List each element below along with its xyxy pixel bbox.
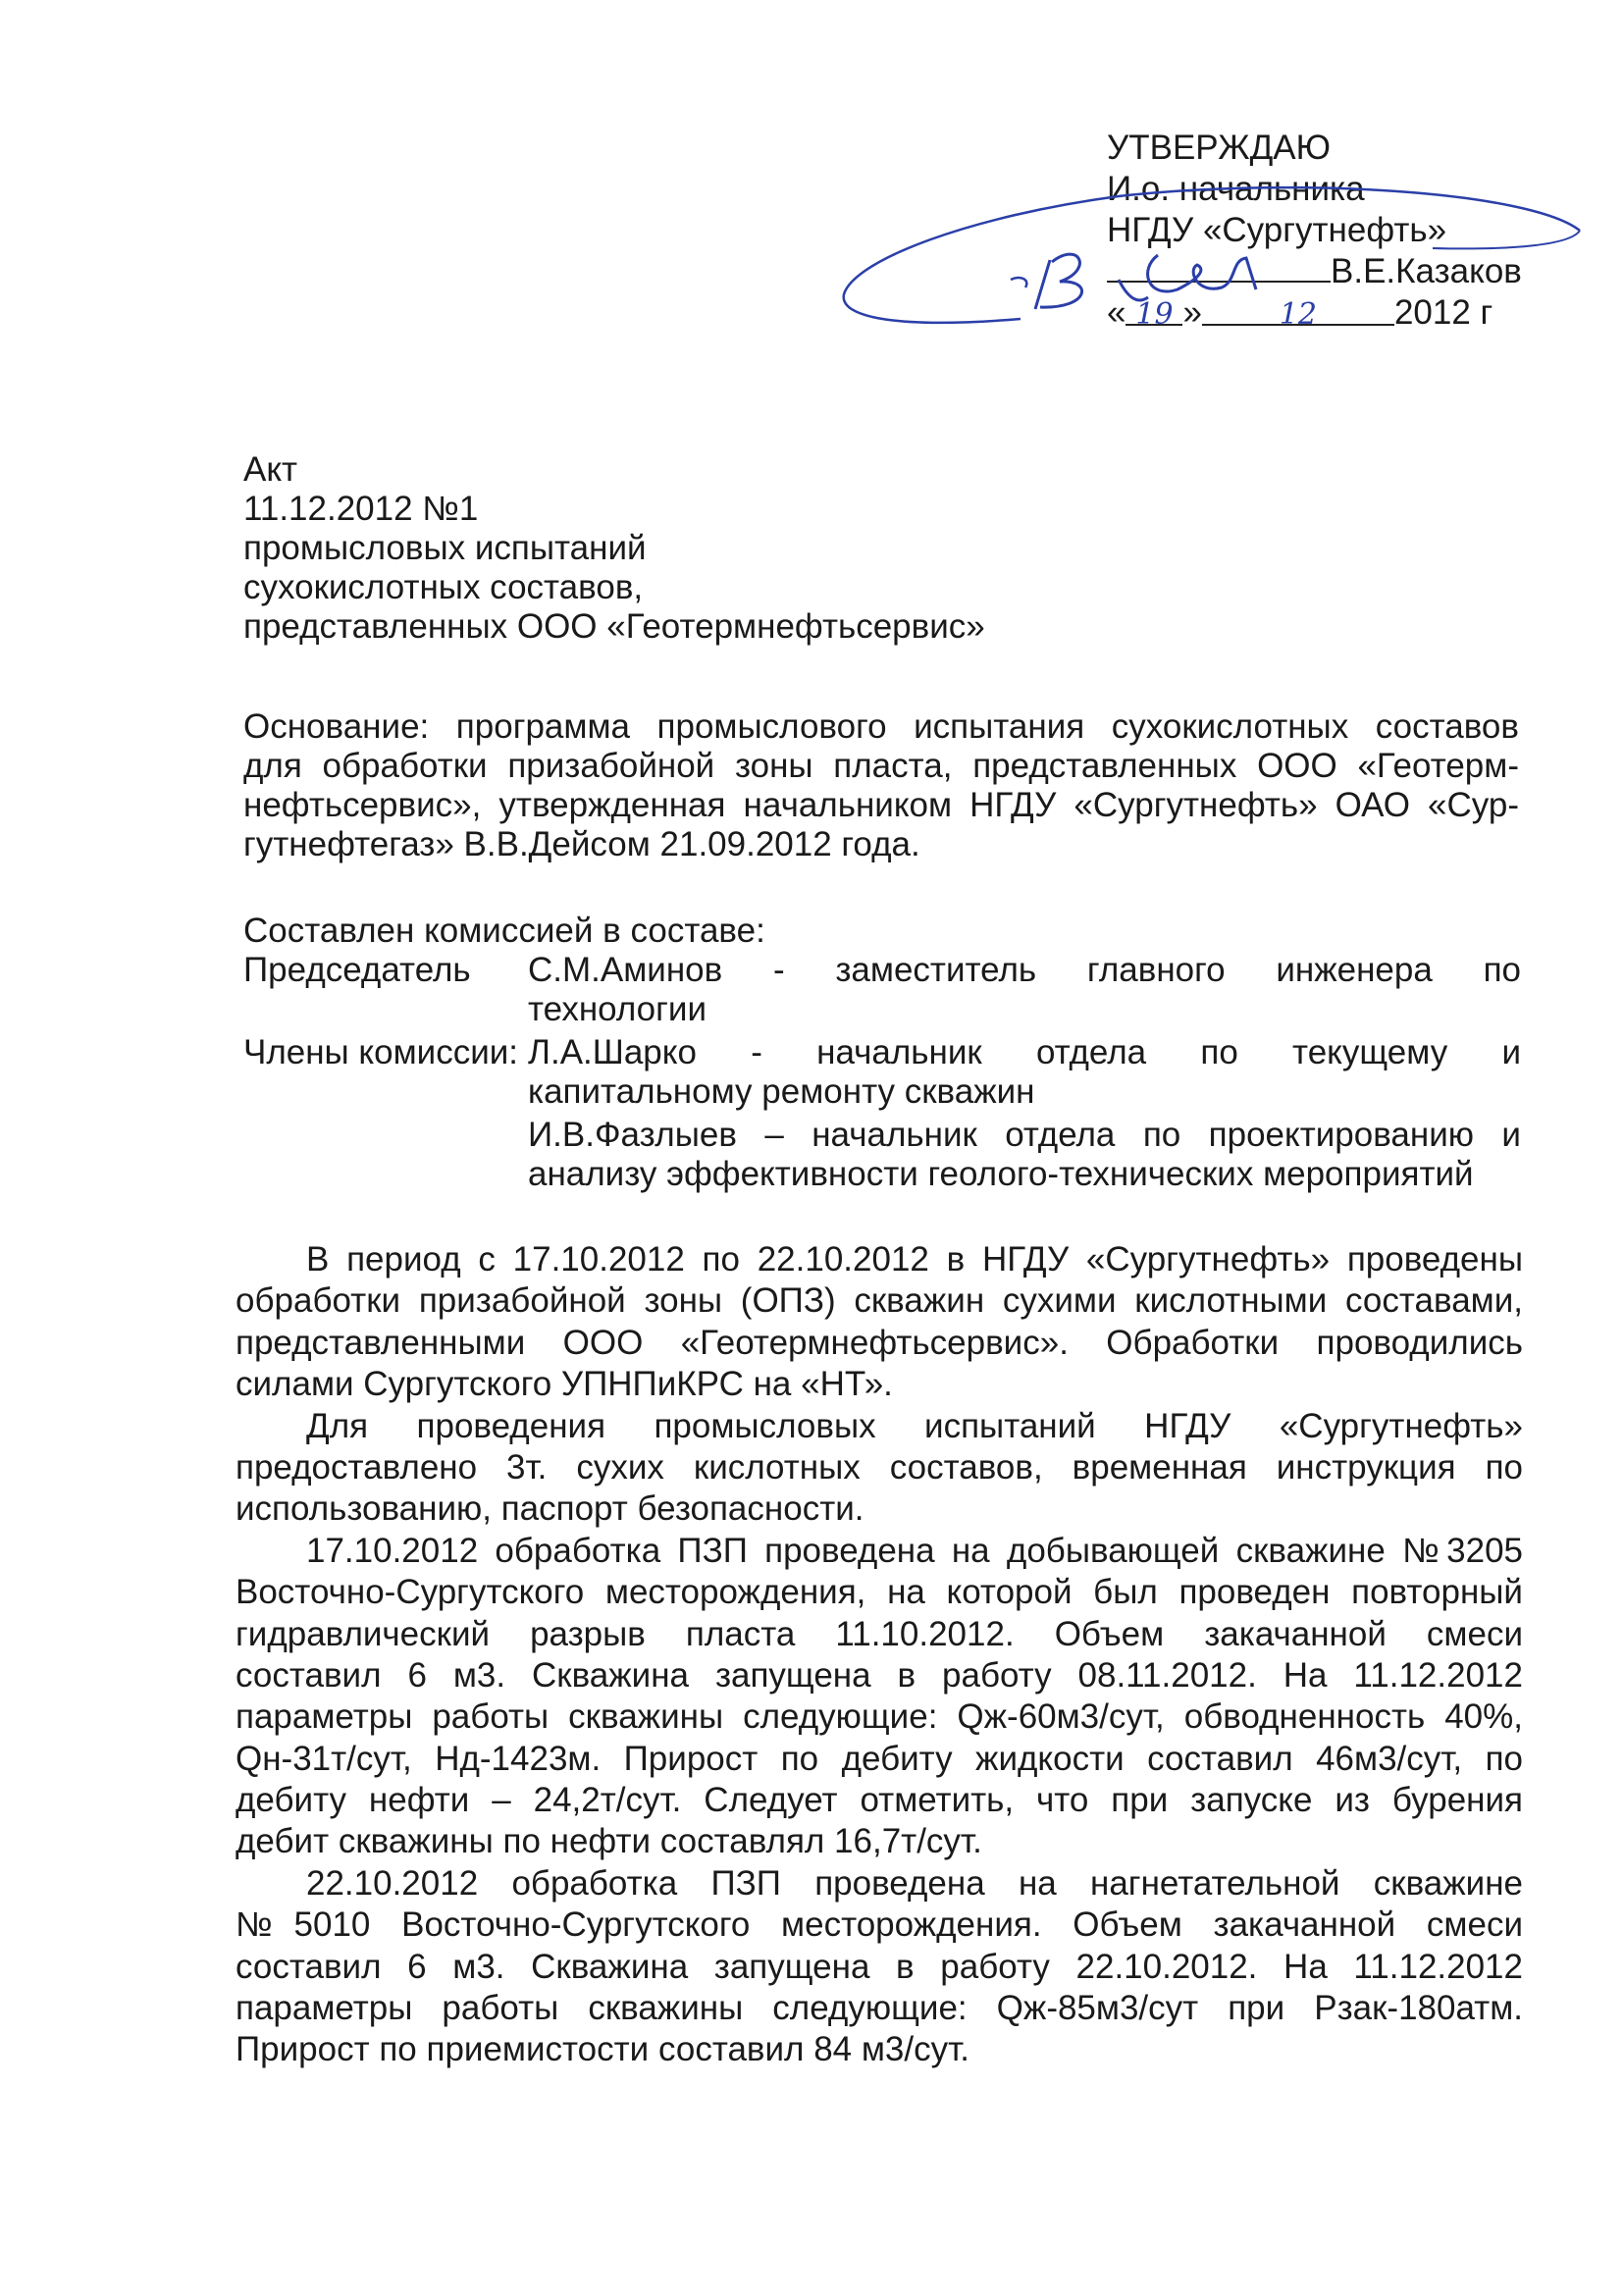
body-text bbox=[236, 1239, 1523, 2071]
body-line: Qн-31т/сут, Нд-1423м. Прирост по дебиту жидкости составил 46м3/сут, по bbox=[236, 1739, 1523, 1778]
chair-label: Председатель bbox=[243, 951, 471, 989]
body-line: предоставлено 3т. сухих кислотных составов, временная инструкция по bbox=[236, 1447, 1523, 1487]
body-line: Прирост по приемистости составил 84 м3/сут. bbox=[236, 2030, 969, 2069]
chair-text-line: технологии bbox=[528, 990, 707, 1028]
date-day: 19 bbox=[1126, 294, 1182, 326]
body-line: составил 6 м3. Скважина запущена в работу 08.11.2012. На 11.12.2012 bbox=[236, 1655, 1523, 1695]
body-line: силами Сургутского УПНПиКРС на «НТ». bbox=[236, 1365, 893, 1404]
date-close-quote: » bbox=[1182, 293, 1202, 332]
body-line: представленными ООО «Геотермнефтьсервис». Обработки проводились bbox=[236, 1323, 1523, 1362]
date-month: 12 bbox=[1202, 294, 1394, 326]
paragraph-well-5010 bbox=[236, 1863, 1523, 2071]
approval-position-line2: НГДУ «Сургутнефть» bbox=[1107, 211, 1447, 249]
body-line: дебит скважины по нефти составлял 16,7т/сут. bbox=[236, 1822, 982, 1861]
act-number: 11.12.2012 №1 bbox=[243, 490, 479, 528]
act-title-block bbox=[243, 449, 1126, 646]
basis-line: для обработки призабойной зоны пласта, представленных ООО «Геотерм- bbox=[243, 747, 1519, 785]
body-line: обработки призабойной зоны (ОПЗ) скважин сухими кислотными составами, bbox=[236, 1281, 1523, 1321]
act-subject-line: промысловых испытаний bbox=[243, 529, 647, 567]
paragraph-well-3205 bbox=[236, 1531, 1523, 1863]
body-line: №5010 Восточно-Сургутского месторождения. Объем закачанной смеси bbox=[236, 1905, 1523, 1945]
member2-text-line: И.В.Фазлыев – начальник отдела по проектированию и bbox=[528, 1116, 1521, 1154]
body-line: использованию, паспорт безопасности. bbox=[236, 1489, 864, 1529]
body-line: дебиту нефти – 24,2т/сут. Следует отметить, что при запуске из бурения bbox=[236, 1781, 1523, 1820]
member2-text-line: анализу эффективности геолого-технических мероприятий bbox=[528, 1155, 1474, 1193]
members-label: Члены комиссии: bbox=[243, 1033, 519, 1071]
date-open-quote: « bbox=[1107, 293, 1126, 332]
approval-signatory: В.Е.Казаков bbox=[1331, 252, 1522, 290]
body-line: В период с 17.10.2012 по 22.10.2012 в НГДУ «Сургутнефть» проведены bbox=[306, 1240, 1523, 1278]
body-line: 22.10.2012 обработка ПЗП проведена на нагнетательной скважине bbox=[306, 1863, 1523, 1903]
approval-position-line1: И.о. начальника bbox=[1107, 170, 1365, 208]
body-line: составил 6 м3. Скважина запущена в работу 22.10.2012. На 11.12.2012 bbox=[236, 1947, 1523, 1986]
handwritten-signature bbox=[824, 172, 1590, 339]
member1-text-line: капитальному ремонту скважин bbox=[528, 1072, 1035, 1111]
date-year: 2012 г bbox=[1393, 293, 1493, 332]
act-title: Акт bbox=[243, 450, 298, 489]
approval-heading: УТВЕРЖДАЮ bbox=[1107, 129, 1331, 167]
body-line: Восточно-Сургутского месторождения, на которой был проведен повторный bbox=[236, 1573, 1523, 1612]
act-subject-line: сухокислотных составов, bbox=[243, 568, 644, 606]
basis-line: Основание: программа промыслового испытания сухокислотных составов bbox=[243, 707, 1519, 746]
body-line: 17.10.2012 обработка ПЗП проведена на добывающей скважине №3205 bbox=[306, 1531, 1523, 1570]
paragraph-supply bbox=[236, 1406, 1523, 1531]
chair-text-line: С.М.Аминов - заместитель главного инженера по bbox=[528, 951, 1521, 989]
basis-paragraph bbox=[243, 706, 1519, 863]
basis-line: нефтьсервис», утвержденная начальником НГДУ «Сургутнефть» ОАО «Сур- bbox=[243, 786, 1519, 824]
body-line: параметры работы скважины следующие: Qж-85м3/сут при Рзак-180атм. bbox=[236, 1989, 1523, 2028]
basis-line: гутнефтегаз» В.В.Дейсом 21.09.2012 года. bbox=[243, 825, 920, 863]
act-subject-line: представленных ООО «Геотермнефтьсервис» bbox=[243, 607, 985, 646]
paragraph-period bbox=[236, 1239, 1523, 1406]
body-line: параметры работы скважины следующие: Qж-60м3/сут, обводненность 40%, bbox=[236, 1697, 1523, 1737]
body-line: гидравлический разрыв пласта 11.10.2012. Объем закачанной смеси bbox=[236, 1614, 1523, 1653]
member1-text-line: Л.А.Шарко - начальник отдела по текущему и bbox=[528, 1033, 1521, 1071]
body-line: Для проведения промысловых испытаний НГДУ «Сургутнефть» bbox=[306, 1406, 1523, 1445]
commission-heading: Составлен комиссией в составе: bbox=[243, 912, 765, 950]
